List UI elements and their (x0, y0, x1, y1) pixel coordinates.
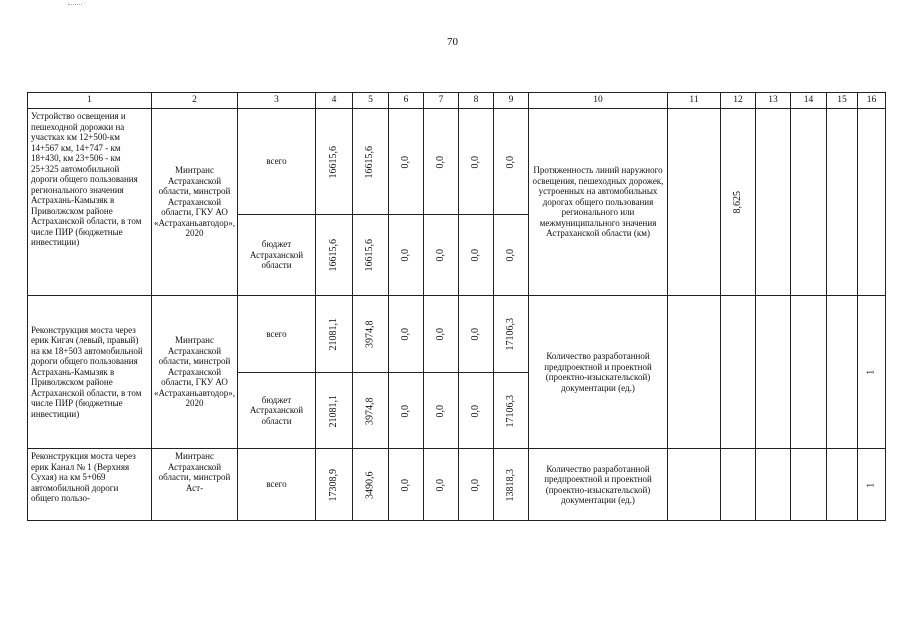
value-cell: 17106,3 (504, 318, 516, 351)
executor: Минтранс Астраханской области, минстрой Астраханской области, ГКУ АО «Астраханьавтодор», 2020 (152, 296, 238, 449)
indicator: Количество разработанной предпроектной и проектной (проектно-изыскательской) документации (ед.) (529, 449, 668, 521)
header-cell: 5 (353, 93, 389, 109)
empty-cell (668, 296, 721, 449)
value-cell: 0,0 (399, 155, 411, 169)
value-cell: 13818,3 (504, 468, 516, 502)
value-cell: 1 (865, 370, 877, 375)
value-cell: 0,0 (434, 249, 446, 262)
empty-cell (756, 109, 791, 296)
value-cell: 3490,6 (364, 471, 376, 499)
table-row (28, 449, 886, 521)
header-row (28, 93, 886, 109)
empty-cell (668, 109, 721, 296)
project-name: Реконструкция моста через ерик Кигач (левый, правый) на км 18+503 автомобильной дороги общего пользования Астрахань-Камызяк в Приволжском районе Астраханской области, в том числе ПИР (бюджетные инвестиции) (28, 296, 152, 449)
value-cell: 17308,9 (327, 468, 339, 502)
value-cell: 0,0 (469, 404, 481, 418)
value-cell: 0,0 (434, 478, 446, 492)
value-cell: 0,0 (469, 155, 481, 169)
header-cell: 4 (316, 93, 353, 109)
value-cell: 3974,8 (364, 397, 376, 425)
indicator: Количество разработанной предпроектной и проектной (проектно-изыскательской) документации (ед.) (529, 296, 668, 449)
empty-cell (827, 296, 858, 449)
program-table (27, 92, 886, 521)
header-cell: 1 (28, 93, 152, 109)
empty-cell (791, 109, 827, 296)
header-cell: 15 (827, 93, 858, 109)
value-cell: 16615,6 (327, 145, 339, 179)
value-cell: 0,0 (434, 328, 446, 341)
header-cell: 9 (494, 93, 529, 109)
empty-cell (791, 449, 827, 521)
header-cell: 2 (152, 93, 238, 109)
header-cell: 6 (389, 93, 424, 109)
funding-source: бюджет Астраханской области (238, 373, 316, 449)
value-cell: 0,0 (504, 249, 516, 262)
project-name: Устройство освещения и пешеходной дорожки на участках км 12+500-км 14+567 км, 14+747 - км 18+430, км 23+506 - км 25+325 автомобильной дороги общего пользования регионального значения Астрахань-Камызяк в Приволжском районе Астраханской области, в том числе ПИР (бюджетные инвестиции) (28, 109, 152, 296)
header-cell: 7 (424, 93, 459, 109)
header-cell: 12 (721, 93, 756, 109)
header-cell: 11 (668, 93, 721, 109)
value-cell: 0,0 (399, 478, 411, 492)
value-cell: 1 (865, 482, 877, 488)
table-row (28, 296, 886, 373)
funding-source: бюджет Астраханской области (238, 215, 316, 296)
value-cell: 0,0 (504, 155, 516, 169)
indicator: Протяженность линий наружного освещения, пешеходных дорожек, устроенных на автомобильных дорогах общего пользования регионального или межмуниципального значения Астраханской области (км) (529, 109, 668, 296)
project-name: Реконструкция моста через ерик Канал № 1 (Верхняя Сухая) на км 5+069 автомобильной дороги общего пользо- (28, 449, 152, 521)
page-number: 70 (447, 36, 458, 48)
value-cell: 0,0 (399, 328, 411, 341)
funding-source: всего (238, 296, 316, 373)
value-cell: 17106,3 (504, 394, 516, 428)
executor: Минтранс Астраханской области, минстрой Аст- (152, 449, 238, 521)
empty-cell (668, 449, 721, 521)
empty-cell (756, 296, 791, 449)
scan-mark (68, 4, 82, 5)
value-cell: 0,0 (399, 404, 411, 418)
executor: Минтранс Астраханской области, минстрой Астраханской области, ГКУ АО «Астраханьавтодор», 2020 (152, 109, 238, 296)
value-cell: 16615,6 (327, 239, 339, 272)
header-cell: 14 (791, 93, 827, 109)
header-cell: 13 (756, 93, 791, 109)
funding-source: всего (238, 449, 316, 521)
value-cell: 21081,1 (327, 394, 339, 428)
value-cell: 16615,6 (364, 145, 376, 179)
value-cell: 0,0 (434, 155, 446, 169)
value-cell: 0,0 (469, 478, 481, 492)
header-cell: 16 (858, 93, 886, 109)
empty-cell (791, 296, 827, 449)
value-cell: 16615,6 (364, 239, 376, 272)
header-cell: 8 (459, 93, 494, 109)
empty-cell (756, 449, 791, 521)
funding-source: всего (238, 109, 316, 215)
empty-cell (827, 449, 858, 521)
value-cell: 3974,8 (364, 320, 376, 349)
value-cell: 0,0 (469, 328, 481, 341)
value-cell: 8,625 (731, 191, 743, 214)
header-cell: 3 (238, 93, 316, 109)
empty-cell (827, 109, 858, 296)
value-cell: 0,0 (399, 249, 411, 262)
value-cell: 21081,1 (327, 318, 339, 351)
header-cell: 10 (529, 93, 668, 109)
value-cell: 0,0 (469, 249, 481, 262)
value-cell: 0,0 (434, 404, 446, 418)
table-row (28, 109, 886, 215)
